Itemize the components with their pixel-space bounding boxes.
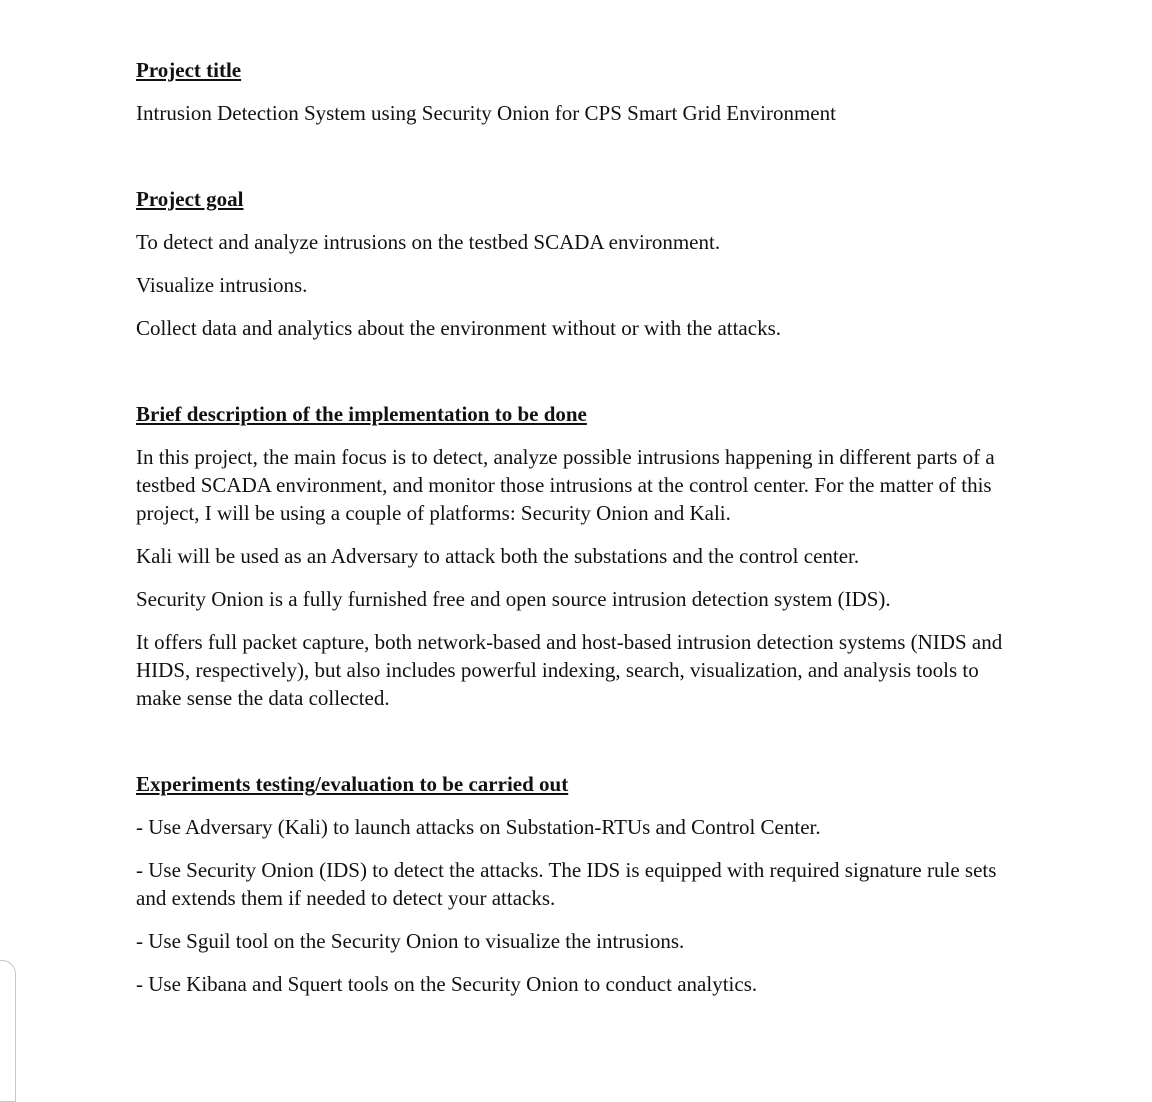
section-project-goal — [136, 185, 1016, 342]
paragraph: Visualize intrusions. — [136, 273, 308, 297]
paragraph: Collect data and analytics about the environment without or with the attacks. — [136, 316, 781, 340]
paragraph: - Use Security Onion (IDS) to detect the attacks. The IDS is equipped with required signature rule sets and extends them if needed to detect your attacks. — [136, 858, 997, 910]
section-gap — [136, 727, 1016, 770]
paragraph: To detect and analyze intrusions on the testbed SCADA environment. — [136, 230, 721, 254]
section-gap — [136, 142, 1016, 185]
paragraph: Intrusion Detection System using Security Onion for CPS Smart Grid Environment — [136, 101, 836, 125]
section-heading: Project title — [136, 58, 242, 82]
document-body — [136, 56, 1016, 1013]
paragraph: Security Onion is a fully furnished free and open source intrusion detection system (IDS). — [136, 587, 891, 611]
section-experiments — [136, 770, 1016, 998]
section-heading: Project goal — [136, 187, 244, 211]
paragraph: - Use Adversary (Kali) to launch attacks on Substation-RTUs and Control Center. — [136, 815, 821, 839]
section-project-title — [136, 56, 1016, 127]
paragraph: It offers full packet capture, both network-based and host-based intrusion detection systems (NIDS and HIDS, respectively), but also includes powerful indexing, search, visualization, and analysis tools to make sense the data collected. — [136, 630, 1003, 710]
page-edge-tab — [0, 960, 16, 1102]
section-heading: Experiments testing/evaluation to be carried out — [136, 772, 569, 796]
section-gap — [136, 357, 1016, 400]
paragraph: Kali will be used as an Adversary to attack both the substations and the control center. — [136, 544, 860, 568]
paragraph: In this project, the main focus is to detect, analyze possible intrusions happening in different parts of a testbed SCADA environment, and monitor those intrusions at the control center. For the matter of this project, I will be using a couple of platforms: Security Onion and Kali. — [136, 445, 995, 525]
paragraph: - Use Sguil tool on the Security Onion to visualize the intrusions. — [136, 929, 685, 953]
paragraph: - Use Kibana and Squert tools on the Security Onion to conduct analytics. — [136, 972, 758, 996]
section-heading: Brief description of the implementation to be done — [136, 402, 587, 426]
section-implementation — [136, 400, 1016, 712]
